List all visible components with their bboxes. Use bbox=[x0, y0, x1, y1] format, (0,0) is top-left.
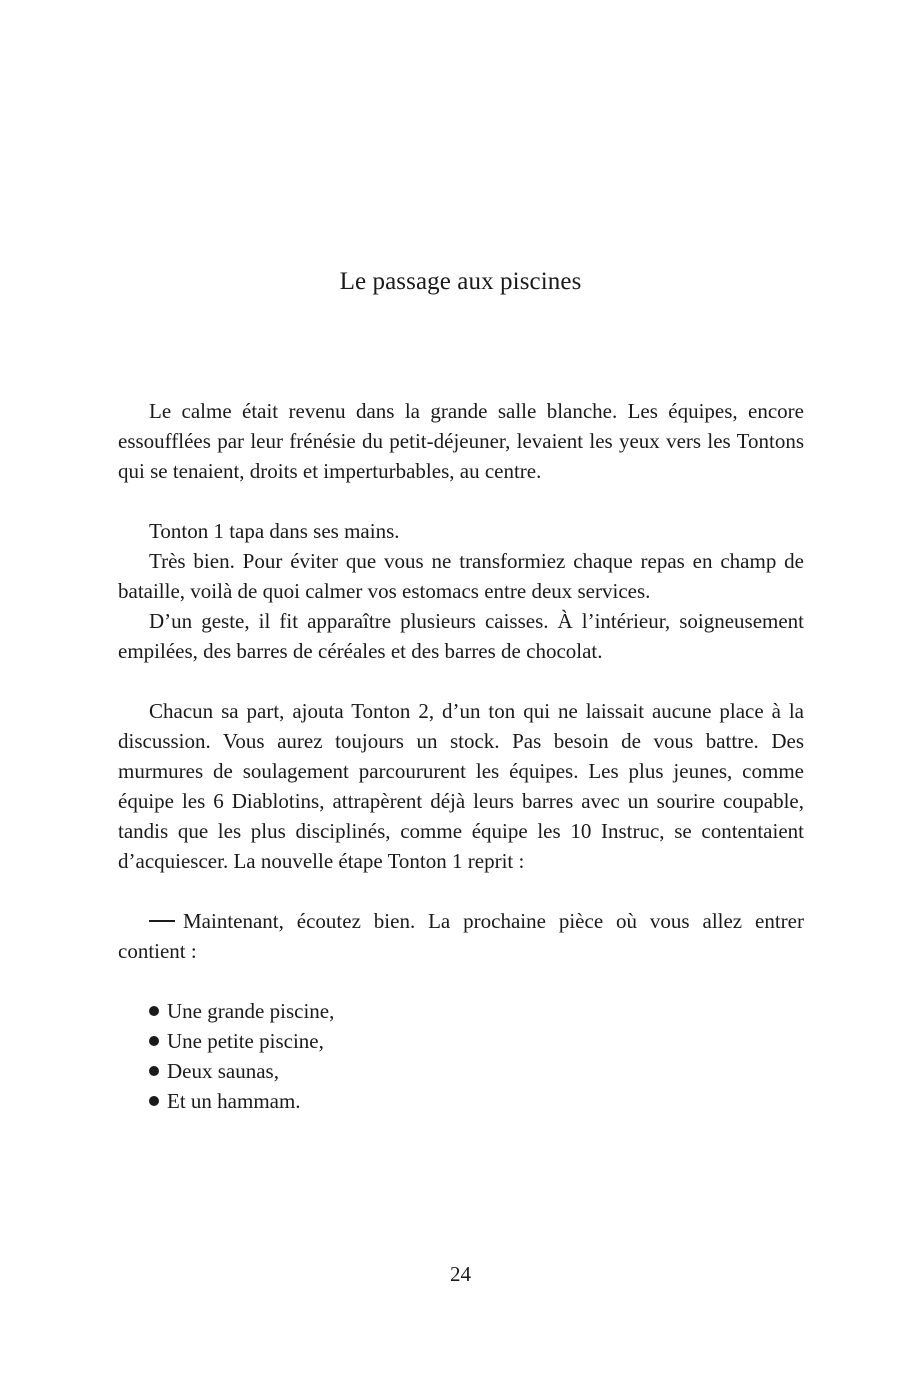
paragraph-gap bbox=[118, 666, 804, 696]
list-item bbox=[149, 1026, 804, 1056]
list-item-text: Une grande piscine, bbox=[167, 999, 335, 1023]
chapter-title: Le passage aux piscines bbox=[339, 268, 582, 295]
bullet-icon bbox=[149, 1006, 159, 1016]
list-item-text: Une petite piscine, bbox=[167, 1029, 324, 1053]
paragraph-gap bbox=[118, 876, 804, 906]
paragraph-gap bbox=[118, 966, 804, 996]
bullet-icon bbox=[149, 1036, 159, 1046]
page-number: 24 bbox=[450, 1262, 471, 1286]
paragraph-5: Chacun sa part, ajouta Tonton 2, d’un ton qui ne laissait aucune place à la discussion. Vous aurez toujours un stock. Pas besoin de vous battre. Des murmures de soulagement parcoururent les équipes. Les plus jeunes, comme équipe les 6 Diablotins, attrapèrent déjà leurs barres avec un sourire coupable, tandis que les plus disciplinés, comme équipe les 10 Instruc, se contentaient d’acquiescer. La nouvelle étape Tonton 1 reprit : bbox=[118, 699, 804, 873]
paragraph-6: Maintenant, écoutez bien. La prochaine pièce où vous allez entrer contient : bbox=[118, 909, 804, 963]
list-item-text: Et un hammam. bbox=[167, 1089, 301, 1113]
bullet-icon bbox=[149, 1096, 159, 1106]
paragraph-gap bbox=[118, 486, 804, 516]
bullet-icon bbox=[149, 1066, 159, 1076]
list-item bbox=[149, 996, 804, 1026]
list-item bbox=[149, 1086, 804, 1116]
paragraph-1: Le calme était revenu dans la grande salle blanche. Les équipes, encore essoufflées par leur frénésie du petit-déjeuner, levaient les yeux vers les Tontons qui se tenaient, droits et imperturbables, au centre. bbox=[118, 399, 804, 483]
chapter-body bbox=[118, 396, 804, 1116]
em-dash-mark bbox=[149, 920, 175, 922]
paragraph-3: Très bien. Pour éviter que vous ne transformiez chaque repas en champ de bataille, voilà de quoi calmer vos estomacs entre deux services. bbox=[118, 549, 804, 603]
list-item bbox=[149, 1056, 804, 1086]
list-item-text: Deux saunas, bbox=[167, 1059, 279, 1083]
paragraph-2: Tonton 1 tapa dans ses mains. bbox=[149, 519, 400, 543]
paragraph-4: D’un geste, il fit apparaître plusieurs caisses. À l’intérieur, soigneusement empilées, des barres de céréales et des barres de chocolat. bbox=[118, 609, 804, 663]
bullet-list bbox=[118, 996, 804, 1116]
dialogue-paragraph bbox=[118, 906, 804, 966]
